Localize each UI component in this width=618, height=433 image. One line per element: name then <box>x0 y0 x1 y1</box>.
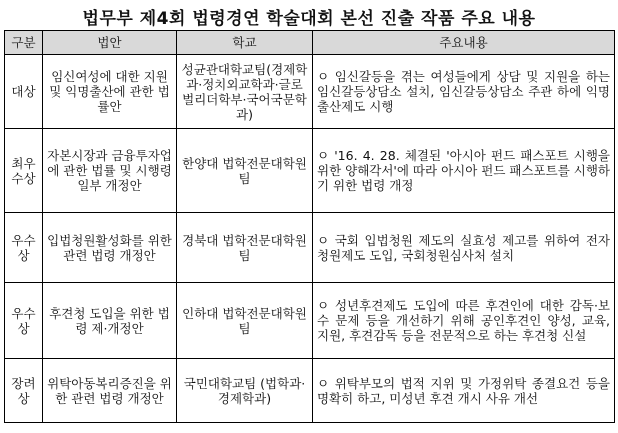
table-row <box>5 213 615 283</box>
row-content: ㅇ 성년후견제도 도입에 따른 후견인에 대한 감독·보수 문제 등을 개선하기 위해 공인후견인 양성, 교육, 지원, 후견감독 등을 전문적으로 하는 후견청 신설 <box>313 283 615 359</box>
row-category: 최우수상 <box>5 129 43 213</box>
table-row <box>5 129 615 213</box>
header-content: 주요내용 <box>313 31 615 55</box>
page-title: 법무부 제4회 법령경연 학술대회 본선 진출 작품 주요 내용 <box>0 4 618 29</box>
row-school: 성균관대학교팀(경제학과·정치외교학과·글로벌리더학부·국어국문학과) <box>177 55 313 129</box>
row-school: 국민대학교팀 (법학과·경제학과) <box>177 359 313 423</box>
table-row <box>5 55 615 129</box>
row-school: 경북대 법학전문대학원팀 <box>177 213 313 283</box>
row-content: ㅇ 국회 입법청원 제도의 실효성 제고를 위하여 전자청원제도 도입, 국회청원심사처 설치 <box>313 213 615 283</box>
table-row <box>5 359 615 423</box>
row-law: 임신여성에 대한 지원 및 익명출산에 관한 법률안 <box>43 55 177 129</box>
row-law: 입법청원활성화를 위한 관련 법령 개정안 <box>43 213 177 283</box>
row-law: 자본시장과 금융투자업에 관한 법률 및 시행령 일부 개정안 <box>43 129 177 213</box>
row-law: 위탁아동복리증진을 위한 관련 법령 개정안 <box>43 359 177 423</box>
row-content: ㅇ '16. 4. 28. 체결된 '아시아 펀드 패스포트 시행을 위한 양해각서'에 따라 아시아 펀드 패스포트를 시행하기 위한 법령 개정 <box>313 129 615 213</box>
row-school: 인하대 법학전문대학원팀 <box>177 283 313 359</box>
table-header-row <box>5 31 615 55</box>
row-category: 우수상 <box>5 283 43 359</box>
row-category: 대상 <box>5 55 43 129</box>
table-row <box>5 283 615 359</box>
header-category: 구분 <box>5 31 43 55</box>
row-category: 우수상 <box>5 213 43 283</box>
results-table <box>4 30 615 423</box>
row-law: 후견청 도입을 위한 법령 제·개정안 <box>43 283 177 359</box>
row-school: 한양대 법학전문대학원팀 <box>177 129 313 213</box>
header-law: 법안 <box>43 31 177 55</box>
row-category: 장려상 <box>5 359 43 423</box>
header-school: 학교 <box>177 31 313 55</box>
row-content: ㅇ 임신갈등을 겪는 여성들에게 상담 및 지원을 하는 임신갈등상담소 설치, 임신갈등상담소 주관 하에 익명출산제도 시행 <box>313 55 615 129</box>
row-content: ㅇ 위탁부모의 법적 지위 및 가정위탁 종결요건 등을 명확히 하고, 미성년 후견 개시 사유 개선 <box>313 359 615 423</box>
